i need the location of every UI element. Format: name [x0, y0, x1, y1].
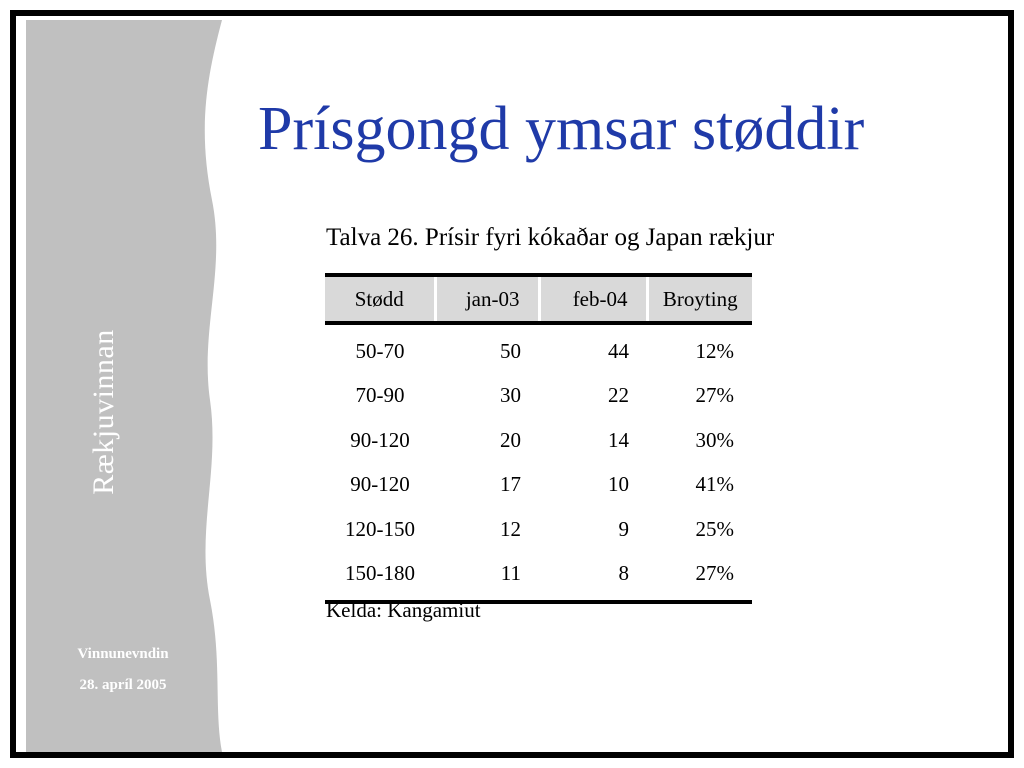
column-header-feb-04: feb-04 — [539, 275, 647, 323]
cell-jan-03: 20 — [500, 427, 521, 452]
cell-change: 27% — [695, 383, 734, 408]
cell-feb-04: 9 — [618, 516, 629, 541]
table-row — [325, 552, 752, 603]
column-header-size: Stødd — [325, 275, 435, 323]
cell-change: 12% — [695, 338, 734, 363]
cell-feb-04: 10 — [608, 472, 629, 497]
table-source-note: Kelda: Kangamiut — [326, 598, 481, 622]
cell-size: 120-150 — [345, 516, 415, 541]
column-header-jan-03: jan-03 — [435, 275, 539, 323]
table-row — [325, 507, 752, 552]
price-table-container — [325, 273, 752, 604]
cell-feb-04: 8 — [539, 552, 647, 603]
cell-jan-03: 12 — [500, 516, 521, 541]
table-row — [325, 323, 752, 374]
table-row — [325, 418, 752, 463]
cell-size: 150-180 — [325, 552, 435, 603]
cell-jan-03: 17 — [500, 472, 521, 497]
table-caption: Talva 26. Prísir fyri kókaðar og Japan rækjur — [326, 224, 775, 251]
table-header-row — [325, 275, 752, 323]
page-title: Prísgongd ymsar støddir — [258, 95, 865, 163]
sidebar-date: 28. apríl 2005 — [79, 677, 167, 693]
price-table — [325, 273, 752, 604]
cell-size: 90-120 — [350, 472, 410, 497]
cell-feb-04: 14 — [608, 427, 629, 452]
cell-change: 41% — [695, 472, 734, 497]
cell-size: 50-70 — [355, 338, 405, 363]
cell-feb-04: 22 — [608, 383, 629, 408]
sidebar-vertical-label: Rækjuvinnan — [87, 329, 120, 495]
cell-jan-03: 30 — [500, 383, 521, 408]
cell-size: 70-90 — [355, 383, 405, 408]
cell-change: 27% — [647, 552, 752, 603]
cell-jan-03: 11 — [435, 552, 539, 603]
table-row — [325, 374, 752, 419]
cell-change: 25% — [695, 516, 734, 541]
table-row — [325, 463, 752, 508]
cell-size: 90-120 — [350, 427, 410, 452]
cell-jan-03: 50 — [500, 338, 521, 363]
cell-change: 30% — [695, 427, 734, 452]
column-header-change: Broyting — [647, 275, 752, 323]
cell-feb-04: 44 — [608, 338, 629, 363]
sidebar-organization: Vinnunevndin — [77, 646, 169, 662]
